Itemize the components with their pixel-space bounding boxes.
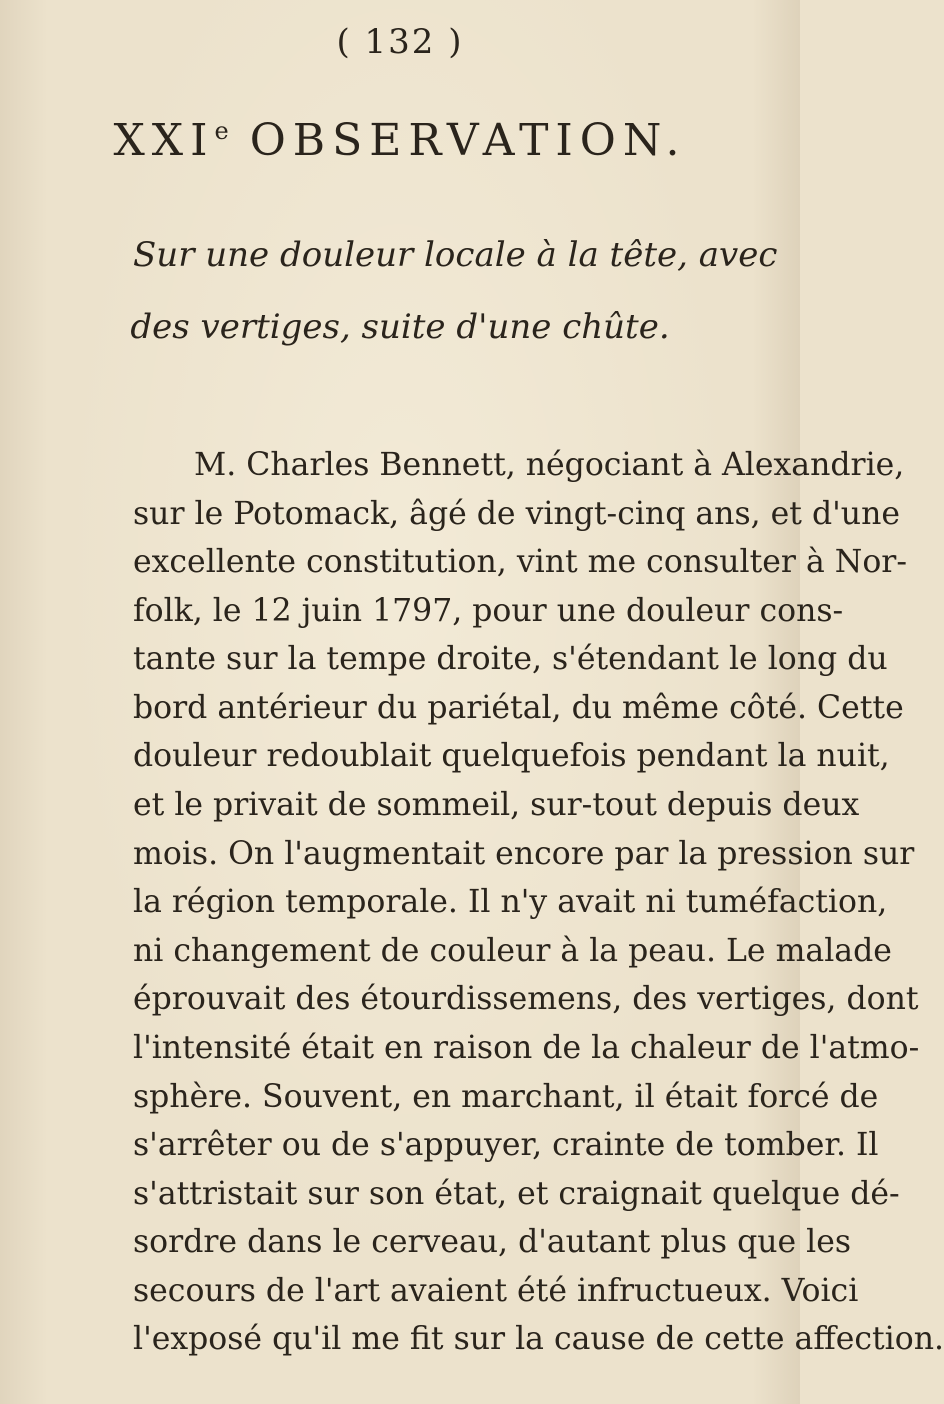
body-line: et le privait de sommeil, sur-tout depuis deux <box>133 787 860 823</box>
body-line: secours de l'art avaient été infructueux. Voici <box>133 1273 859 1309</box>
page-number: ( 132 ) <box>336 22 464 62</box>
title-numeral: XXI <box>113 115 215 166</box>
body-line: bord antérieur du pariétal, du même côté. Cette <box>133 690 904 726</box>
body-line: ni changement de couleur à la peau. Le malade <box>133 933 892 969</box>
body-line: la région temporale. Il n'y avait ni tuméfaction, <box>133 884 888 920</box>
body-line: douleur redoublait quelquefois pendant la nuit, <box>133 738 890 774</box>
body-line: sordre dans le cerveau, d'autant plus que les <box>133 1224 852 1260</box>
subtitle-line-2: des vertiges, suite d'une chûte. <box>130 307 670 347</box>
title-superscript: e <box>214 117 229 145</box>
body-line: excellente constitution, vint me consulter à Nor- <box>133 544 907 580</box>
body-line: s'arrêter ou de s'appuyer, crainte de tomber. Il <box>133 1127 879 1163</box>
body-line: tante sur la tempe droite, s'étendant le long du <box>133 641 888 677</box>
subtitle-line-1: Sur une douleur locale à la tête, avec <box>133 235 778 275</box>
body-line: l'exposé qu'il me fit sur la cause de cette affection. <box>133 1321 944 1357</box>
body-line: éprouvait des étourdissemens, des vertiges, dont <box>133 981 919 1017</box>
title-main: OBSERVATION. <box>249 115 687 166</box>
observation-title <box>0 115 800 166</box>
body-line: M. Charles Bennett, négociant à Alexandrie, <box>194 447 905 483</box>
body-line: sur le Potomack, âgé de vingt-cinq ans, et d'une <box>133 496 900 532</box>
body-line: folk, le 12 juin 1797, pour une douleur cons- <box>133 593 844 629</box>
body-line: l'intensité était en raison de la chaleur de l'atmo- <box>133 1030 920 1066</box>
body-line: s'attristait sur son état, et craignait quelque dé- <box>133 1176 900 1212</box>
body-line: mois. On l'augmentait encore par la pression sur <box>133 836 915 872</box>
body-line: sphère. Souvent, en marchant, il était forcé de <box>133 1079 879 1115</box>
